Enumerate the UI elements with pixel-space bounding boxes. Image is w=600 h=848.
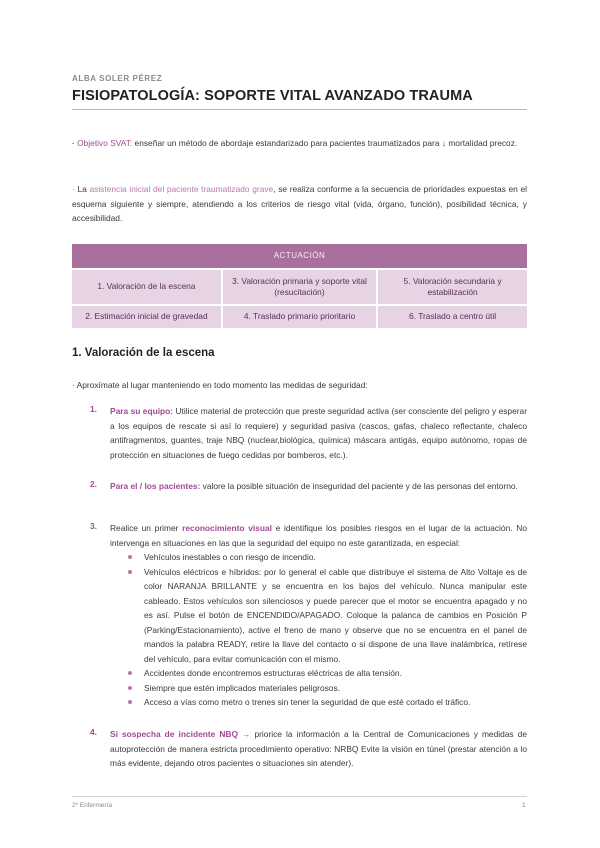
bullet-dot xyxy=(128,555,132,559)
item-text: Utilice material de protección que preste seguridad activa (ser consciente del peligro y esperar a los equipos de rescate si así lo requiere) y seguridad pasiva (cascos, gafas, chaleco reflectante, chaleco antifragmentos, guantes, traje NBQ (nuclear,biológica, química) máscara antigás, equipo autónomo, ropas de protección en situaciones de fuego cedidas por bomberos, etc.). xyxy=(110,406,527,460)
item-label: Para su equipo: xyxy=(110,406,174,416)
page-number: 1 xyxy=(522,802,526,809)
bullet-dot xyxy=(128,671,132,675)
item-number: 2. xyxy=(90,479,97,489)
item-number: 4. xyxy=(90,727,97,737)
objective-label: Objetivo SVAT: xyxy=(77,138,133,148)
risk-list xyxy=(128,550,527,710)
risk-text: Vehículos inestables o con riesgo de incendio. xyxy=(144,552,316,562)
intro-paragraph-1 xyxy=(72,136,527,151)
table-cell: 1. Valoración de la escena xyxy=(72,270,221,304)
bullet: · xyxy=(72,184,75,194)
list-item xyxy=(90,521,527,710)
footer-course: 2º Enfermería xyxy=(72,802,112,809)
table-cell: 5. Valoración secundaria y estabilización xyxy=(378,270,527,304)
footer-divider xyxy=(72,796,527,797)
item-text: e identifique los posibles riesgos en el lugar de la actuación. No intervenga en situaciones en las que la seguridad del equipo no este garantizada, en especial: xyxy=(110,523,527,548)
risk-text: Accidentes donde encontremos estructuras eléctricas de alta tensión. xyxy=(144,668,402,678)
intro-text: , se realiza conforme a la secuencia de prioridades expuestas en el esquema siguiente y siempre, atendiendo a los criterios de riesgo vital (vida, órgano, función), posibilidad técnica, y accesibilidad. xyxy=(72,184,527,223)
risk-item xyxy=(128,695,527,710)
intro-paragraph-2 xyxy=(72,182,527,226)
item-number: 3. xyxy=(90,521,97,531)
author-name: ALBA SOLER PÉREZ xyxy=(72,74,163,83)
table-cell: 4. Traslado primario prioritario xyxy=(223,306,376,328)
risk-text: Vehículos eléctricos e híbridos: por lo general el cable que distribuye el sistema de Alto Voltaje es de color NARANJA BRILLANTE y se encuentra en los bajos del vehículo. Nunca manipular este cableado. Estos vehículos son silenciosos y puede parecer que el motor se encuentra apagado y no es así. Pulse el botón de ENCENDIDO/APAGADO. Coloque la palanca de cambios en Posición P (Parking/Estacionamiento), active el freno de mano y observe que no se encuentra en el panel de mandos la palabra READY, retire la llave del contacto o si dispone de una llave inalámbrica, retírese del vehículo, para evitar comunicación con el mismo. xyxy=(144,566,527,664)
risk-item xyxy=(128,681,527,696)
bullet: · xyxy=(72,138,75,148)
highlight-link: asistencia inicial del paciente traumatizado grave xyxy=(89,184,274,194)
item-pre: Realice un primer xyxy=(110,523,183,533)
table-cell: 6. Traslado a centro útil xyxy=(378,306,527,328)
list-item xyxy=(90,479,527,494)
risk-item xyxy=(128,565,527,667)
risk-text: Acceso a vías como metro o trenes sin tener la seguridad de que esté cortado el tráfico. xyxy=(144,697,471,707)
section-heading: 1. Valoración de la escena xyxy=(72,347,215,359)
item-label: Si sospecha de incidente NBQ → xyxy=(110,729,251,739)
page-title: FISIOPATOLOGÍA: SOPORTE VITAL AVANZADO TRAUMA xyxy=(72,88,473,104)
bullet-dot xyxy=(128,686,132,690)
risk-text: Siempre que estén implicados materiales peligrosos. xyxy=(144,682,340,693)
table-cell: 3. Valoración primaria y soporte vital (resucitación) xyxy=(223,270,376,304)
table-header: ACTUACIÓN xyxy=(72,244,527,268)
risk-item xyxy=(128,666,527,681)
section-intro-text: · Aproxímate al lugar manteniendo en todo momento las medidas de seguridad: xyxy=(72,380,368,390)
item-text: valore la posible situación de inseguridad del paciente y de las personas del entorno. xyxy=(200,481,518,491)
risk-item xyxy=(128,550,527,565)
item-label: Para el / los pacientes: xyxy=(110,481,201,491)
actuacion-table xyxy=(70,242,529,330)
list-item xyxy=(90,727,527,771)
section-intro xyxy=(72,378,527,393)
intro-pre: La xyxy=(74,184,90,194)
item-label: reconocimiento visual xyxy=(182,523,272,533)
list-item xyxy=(90,404,527,462)
item-text: priorice la información a la Central de Comunicaciones y medidas de autoprotección de manera estricta procedimiento operativo: NRBQ Evite la visión en túnel (prestar atención a lo más evidente, dejando otros pacientes o situaciones sin atender). xyxy=(110,729,527,768)
objective-text: enseñar un método de abordaje estandarizado para pacientes traumatizados para ↓ mortalidad precoz. xyxy=(132,138,518,148)
title-divider xyxy=(72,109,527,110)
item-number: 1. xyxy=(90,404,97,414)
table-cell: 2. Estimación inicial de gravedad xyxy=(72,306,221,328)
bullet-dot xyxy=(128,700,132,704)
bullet-dot xyxy=(128,570,132,574)
